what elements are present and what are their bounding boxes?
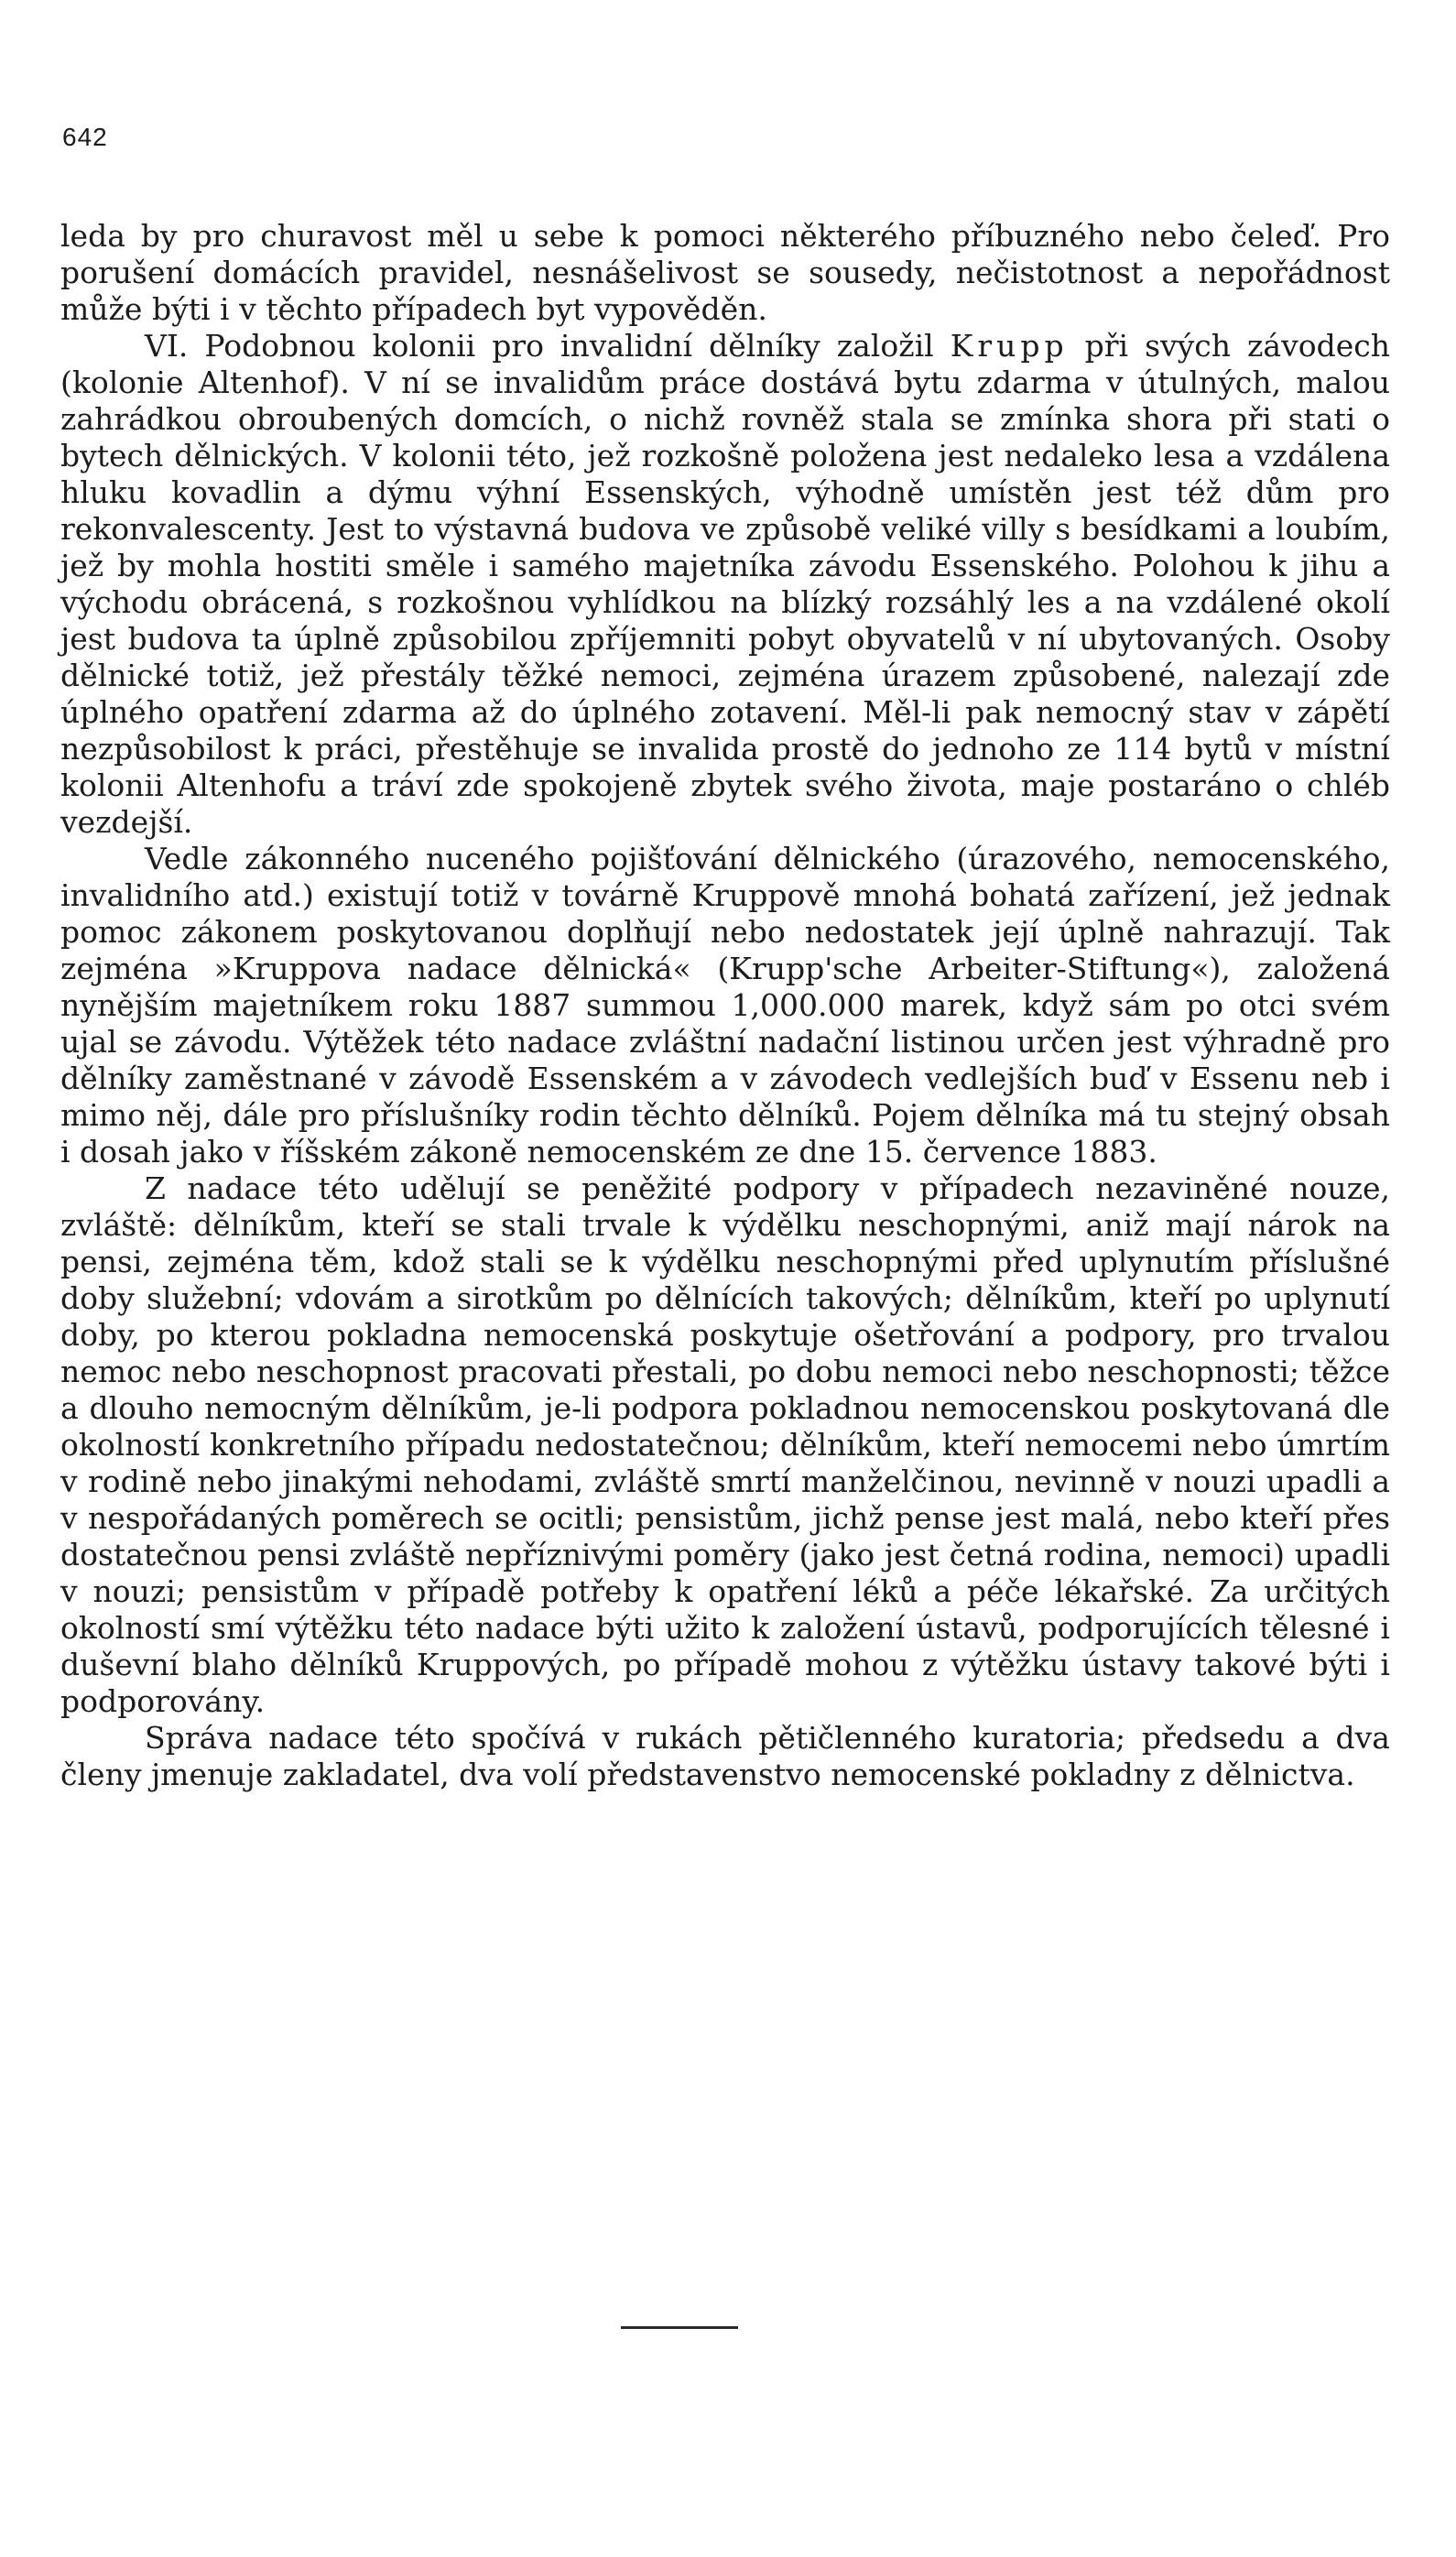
- paragraph-worker-foundation: Vedle zákonného nuceného pojišťování dělnického (úrazového, nemocenského, invalidního atd.) existují totiž v továrně Kruppově mnohá bohatá zařízení, jež jednak pomoc zákonem poskytovanou doplňují nebo nedostatek její úplně nahrazují. Tak zejména »Kruppova nadace dělnická« (Krupp'sche Arbeiter-Stiftung«), založená nynějším majetníkem roku 1887 summou 1,000.000 marek, když sám po otci svém ujal se závodu. Výtěžek této nadace zvláštní nadační listinou určen jest výhradně pro dělníky zaměstnané v závodě Essenském a v závodech vedlejších buď v Essenu neb i mimo něj, dále pro příslušníky rodin těchto dělníků. Pojem dělníka má tu stejný obsah i dosah jako v říšském zákoně nemocenském ze dne 15. července 1883.: [60, 841, 1390, 1170]
- paragraph-curatorium: Správa nadace této spočívá v rukách pětičlenného kuratoria; předsedu a dva členy jmenuje zakladatel, dva volí představenstvo nemocenské pokladny z dělnictva.: [60, 1720, 1390, 1792]
- krupp-name-spaced: Krupp: [950, 328, 1069, 364]
- paragraph-invalid-colony: [60, 328, 1390, 841]
- paragraph-support-cases: Z nadace této udělují se peněžité podpory v případech nezaviněné nouze, zvláště: dělníkům, kteří se stali trvale k výdělku neschopnými, aniž mají nárok na pensi, zejména těm, kdož stali se k výdělku neschopnými před uplynutím příslušné doby služební; vdovám a sirotkům po dělnících takových; dělníkům, kteří po uplynutí doby, po kterou pokladna nemocenská poskytuje ošetřování a podpory, pro trvalou nemoc nebo neschopnost pracovati přestali, po dobu nemoci nebo neschopnosti; těžce a dlouho nemocným dělníkům, je-li podpora pokladnou nemocenskou poskytovaná dle okolností konkretního případu nedostatečnou; dělníkům, kteří nemocemi nebo úmrtím v rodině nebo jinakými nehodami, zvláště smrtí manželčinou, nevinně v nouzi upadli a v nespořádaných poměrech se ocitli; pensistům, jichž pense jest malá, nebo kteří přes dostatečnou pensi zvláště nepříznivými poměry (jako jest četná rodina, nemoci) upadli v nouzi; pensistům v případě potřeby k opatření léků a péče lékařské. Za určitých okolností smí výtěžku této nadace býti užito k založení ústavů, podporujících tělesné i duševní blaho dělníků Kruppových, po případě mohou z výtěžku ústavy takové býti i podporovány.: [60, 1170, 1390, 1719]
- paragraph-invalid-colony-rest: při svých závodech (kolonie Altenhof). V ní se invalidům práce dostává bytu zdarma v útulných, malou zahrádkou obroubených domcích, o nichž rovněž stala se zmínka shora při stati o bytech dělnických. V kolonii této, jež rozkošně položena jest nedaleko lesa a vzdálena hluku kovadlin a dýmu výhní Essenských, výhodně umístěn jest též dům pro rekonvalescenty. Jest to výstavná budova ve způsobě veliké villy s besídkami a loubím, jež by mohla hostiti směle i samého majetníka závodu Essenského. Polohou k jihu a východu obrácená, s rozkošnou vyhlídkou na blízký rozsáhlý les a na vzdálené okolí jest budova ta úplně způsobilou zpříjemniti pobyt obyvatelů v ní ubytovaných. Osoby dělnické totiž, jež přestály těžké nemoci, zejména úrazem způsobené, nalezají zde úplného opatření zdarma až do úplného zotavení. Měl-li pak nemocný stav v zápětí nezpůsobilost k práci, přestěhuje se invalida prostě do jednoho ze 114 bytů v místní kolonii Altenhofu a tráví zde spokojeně zbytek svého života, maje postaráno o chléb vezdejší.: [60, 328, 1390, 840]
- page-number: 642: [62, 123, 108, 151]
- paragraph-invalid-colony-start: VI. Podobnou kolonii pro invalidní dělníky založil: [145, 328, 951, 364]
- body-text: [60, 218, 1390, 1793]
- paragraph-leda: leda by pro churavost měl u sebe k pomoci některého příbuzného nebo čeleď. Pro porušení domácích pravidel, nesnášelivost se sousedy, nečistotnost a nepořádnost může býti i v těchto případech byt vypověděn.: [60, 218, 1390, 327]
- section-end-rule: [621, 2326, 738, 2329]
